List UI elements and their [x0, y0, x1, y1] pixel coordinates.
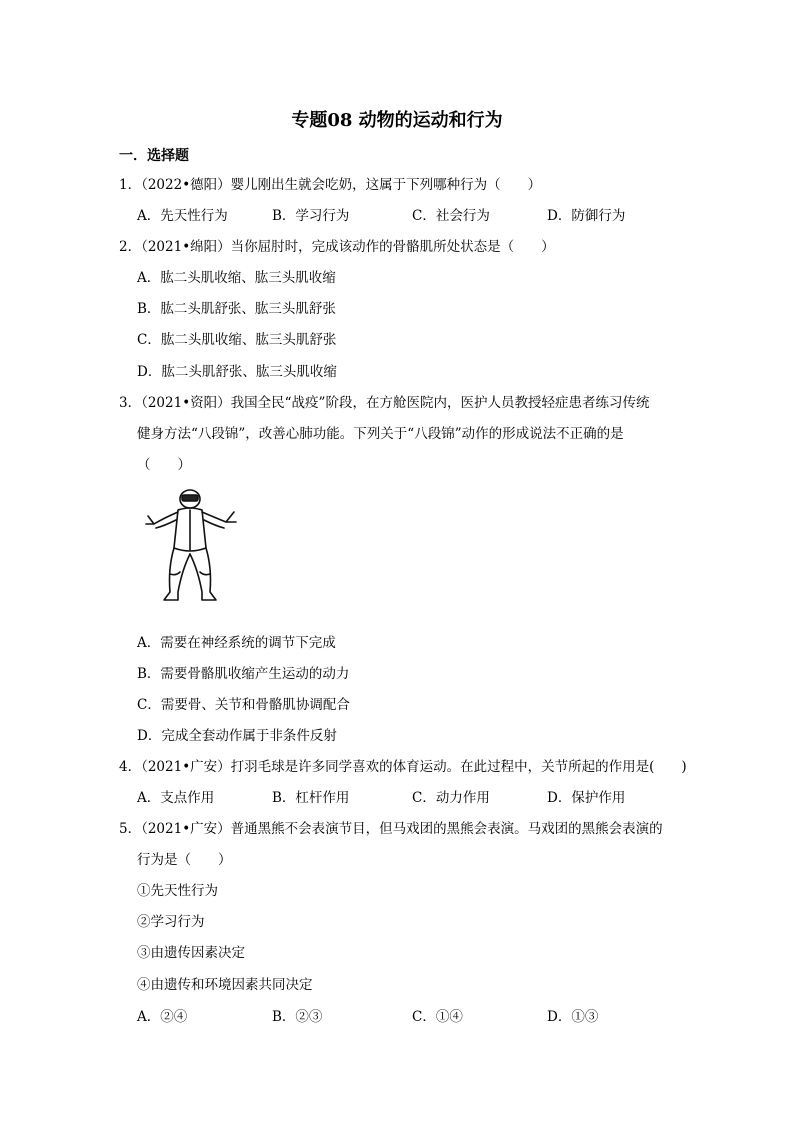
question-3-stem-line1: 3．（2021•资阳）我国全民“战疫”阶段，在方舱医院内，医护人员教授轻症患者练习传统: [119, 395, 650, 411]
q5-option-a: A．②④: [137, 1009, 188, 1025]
q1-option-a: A．先天性行为: [137, 208, 228, 224]
q3-option-b: B．需要骨骼肌收缩产生运动的动力: [137, 666, 350, 682]
question-5-stem-line1: 5．（2021•广安）普通黑熊不会表演节目，但马戏团的黑熊会表演。马戏团的黑熊会表演的: [119, 821, 663, 837]
question-3-stem-line3: （ ）: [137, 457, 191, 473]
section-heading: 一．选择题: [119, 148, 189, 164]
baduanjin-figure-illustration: [140, 488, 250, 616]
q3-option-c: C．需要骨、关节和骨骼肌协调配合: [137, 697, 350, 713]
question-4-stem: 4．（2021•广安）打羽毛球是许多同学喜欢的体育运动。在此过程中，关节所起的作用是( ): [119, 759, 687, 775]
q4-option-c: C．动力作用: [412, 790, 490, 806]
q4-option-b: B．杠杆作用: [272, 790, 350, 806]
q4-option-d: D．保护作用: [547, 790, 626, 806]
page-title: 专题08 动物的运动和行为: [291, 110, 503, 131]
q2-option-b: B．肱二头肌舒张、肱三头肌舒张: [137, 301, 336, 317]
q5-item-3: ③由遗传因素决定: [137, 945, 245, 961]
q2-option-a: A．肱二头肌收缩、肱三头肌收缩: [137, 270, 336, 286]
q5-option-b: B．②③: [272, 1009, 323, 1025]
question-1-stem: 1．（2022•德阳）婴儿刚出生就会吃奶，这属于下列哪种行为（ ）: [119, 177, 542, 193]
q3-option-d: D．完成全套动作属于非条件反射: [137, 728, 337, 744]
q4-option-a: A．支点作用: [137, 790, 215, 806]
q1-option-d: D．防御行为: [547, 208, 626, 224]
q2-option-c: C．肱二头肌收缩、肱三头肌舒张: [137, 332, 337, 348]
q1-option-b: B．学习行为: [272, 208, 350, 224]
question-2-stem: 2．（2021•绵阳）当你屈肘时，完成该动作的骨骼肌所处状态是（ ）: [119, 239, 555, 255]
q5-option-c: C．①④: [412, 1009, 463, 1025]
q5-item-2: ②学习行为: [137, 914, 205, 930]
q1-option-c: C．社会行为: [412, 208, 490, 224]
q5-option-d: D．①③: [547, 1009, 599, 1025]
question-5-stem-line2: 行为是（ ）: [137, 852, 232, 868]
q5-item-1: ①先天性行为: [137, 883, 218, 899]
q5-item-4: ④由遗传和环境因素共同决定: [137, 977, 313, 993]
question-3-stem-line2: 健身方法“八段锦”，改善心肺功能。下列关于“八段锦”动作的形成说法不正确的是: [137, 426, 624, 442]
q2-option-d: D．肱二头肌舒张、肱三头肌收缩: [137, 364, 337, 380]
q3-option-a: A．需要在神经系统的调节下完成: [137, 635, 336, 651]
